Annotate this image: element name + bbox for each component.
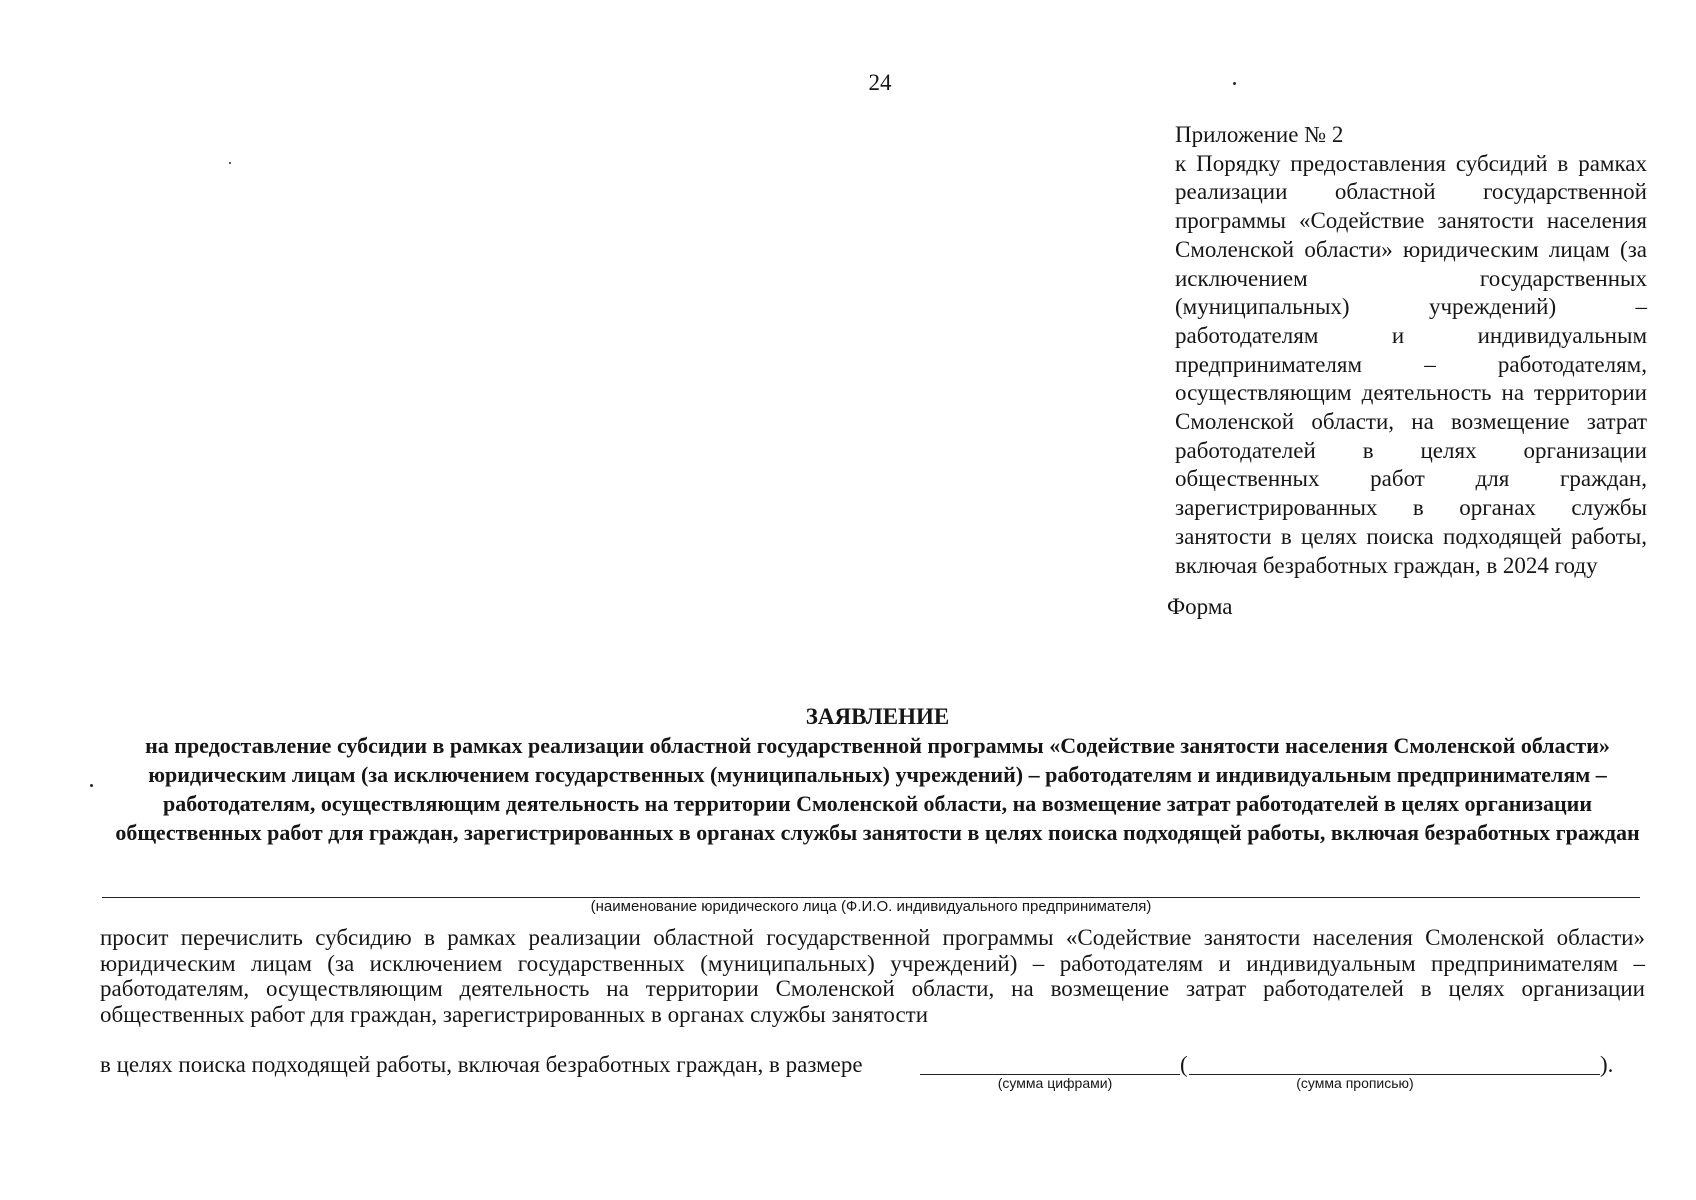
document-heading — [100, 702, 1655, 847]
scan-speck — [90, 784, 93, 787]
document-title: ЗАЯВЛЕНИЕ — [805, 704, 950, 729]
request-paragraph: просит перечислить субсидию в рамках реализации областной государственной программы «Содействие занятости населения Смоленской области» юридическим лицам (за исключением государственных (муниципальных) учреждений) – работодателям и индивидуальным предпринимателям – работодателям, осуществляющим деятельность на территории Смоленской области, на возмещение затрат работодателей в целях организации общественных работ для граждан, зарегистрированных в органах службы занятости — [100, 925, 1645, 1027]
annex-block — [1175, 121, 1647, 580]
close-paren: ). — [1600, 1052, 1614, 1077]
amount-digits-caption: (сумма цифрами) — [997, 1075, 1113, 1091]
amount-words-caption: (сумма прописью) — [1296, 1075, 1414, 1091]
document-subtitle: на предоставление субсидии в рамках реализации областной государственной программы «Содействие занятости населения Смоленской области» юридическим лицам (за исключением государственных (муниципальных) учреждений) – работодателям и индивидуальным предпринимателям – работодателям, осуществляющим деятельность на территории Смоленской области, на возмещение затрат работодателей в целях организации общественных работ для граждан, зарегистрированных в органах службы занятости в целях поиска подходящей работы, включая безработных граждан — [115, 733, 1640, 845]
annex-title: Приложение № 2 — [1175, 122, 1344, 147]
form-label: Форма — [1167, 594, 1233, 619]
scan-speck — [1233, 82, 1236, 85]
page-number: 24 — [868, 70, 892, 95]
applicant-name-caption: (наименование юридического лица (Ф.И.О. индивидуального предпринимателя) — [590, 898, 1152, 915]
scan-speck — [229, 162, 231, 164]
open-paren: ( — [1180, 1052, 1188, 1077]
annex-body: к Порядку предоставления субсидий в рамках реализации областной государственной программы «Содействие занятости населения Смоленской области» юридическим лицам (за исключением государственных (муниципальных) учреждений) – работодателям и индивидуальным предпринимателям – работодателям, осуществляющим деятельность на территории Смоленской области, на возмещение затрат работодателей в целях организации общественных работ для граждан, зарегистрированных в органах службы занятости в целях поиска подходящей работы, включая безработных граждан, в 2024 году — [1175, 150, 1647, 578]
request-last-line: в целях поиска подходящей работы, включая безработных граждан, в размере — [100, 1052, 863, 1077]
